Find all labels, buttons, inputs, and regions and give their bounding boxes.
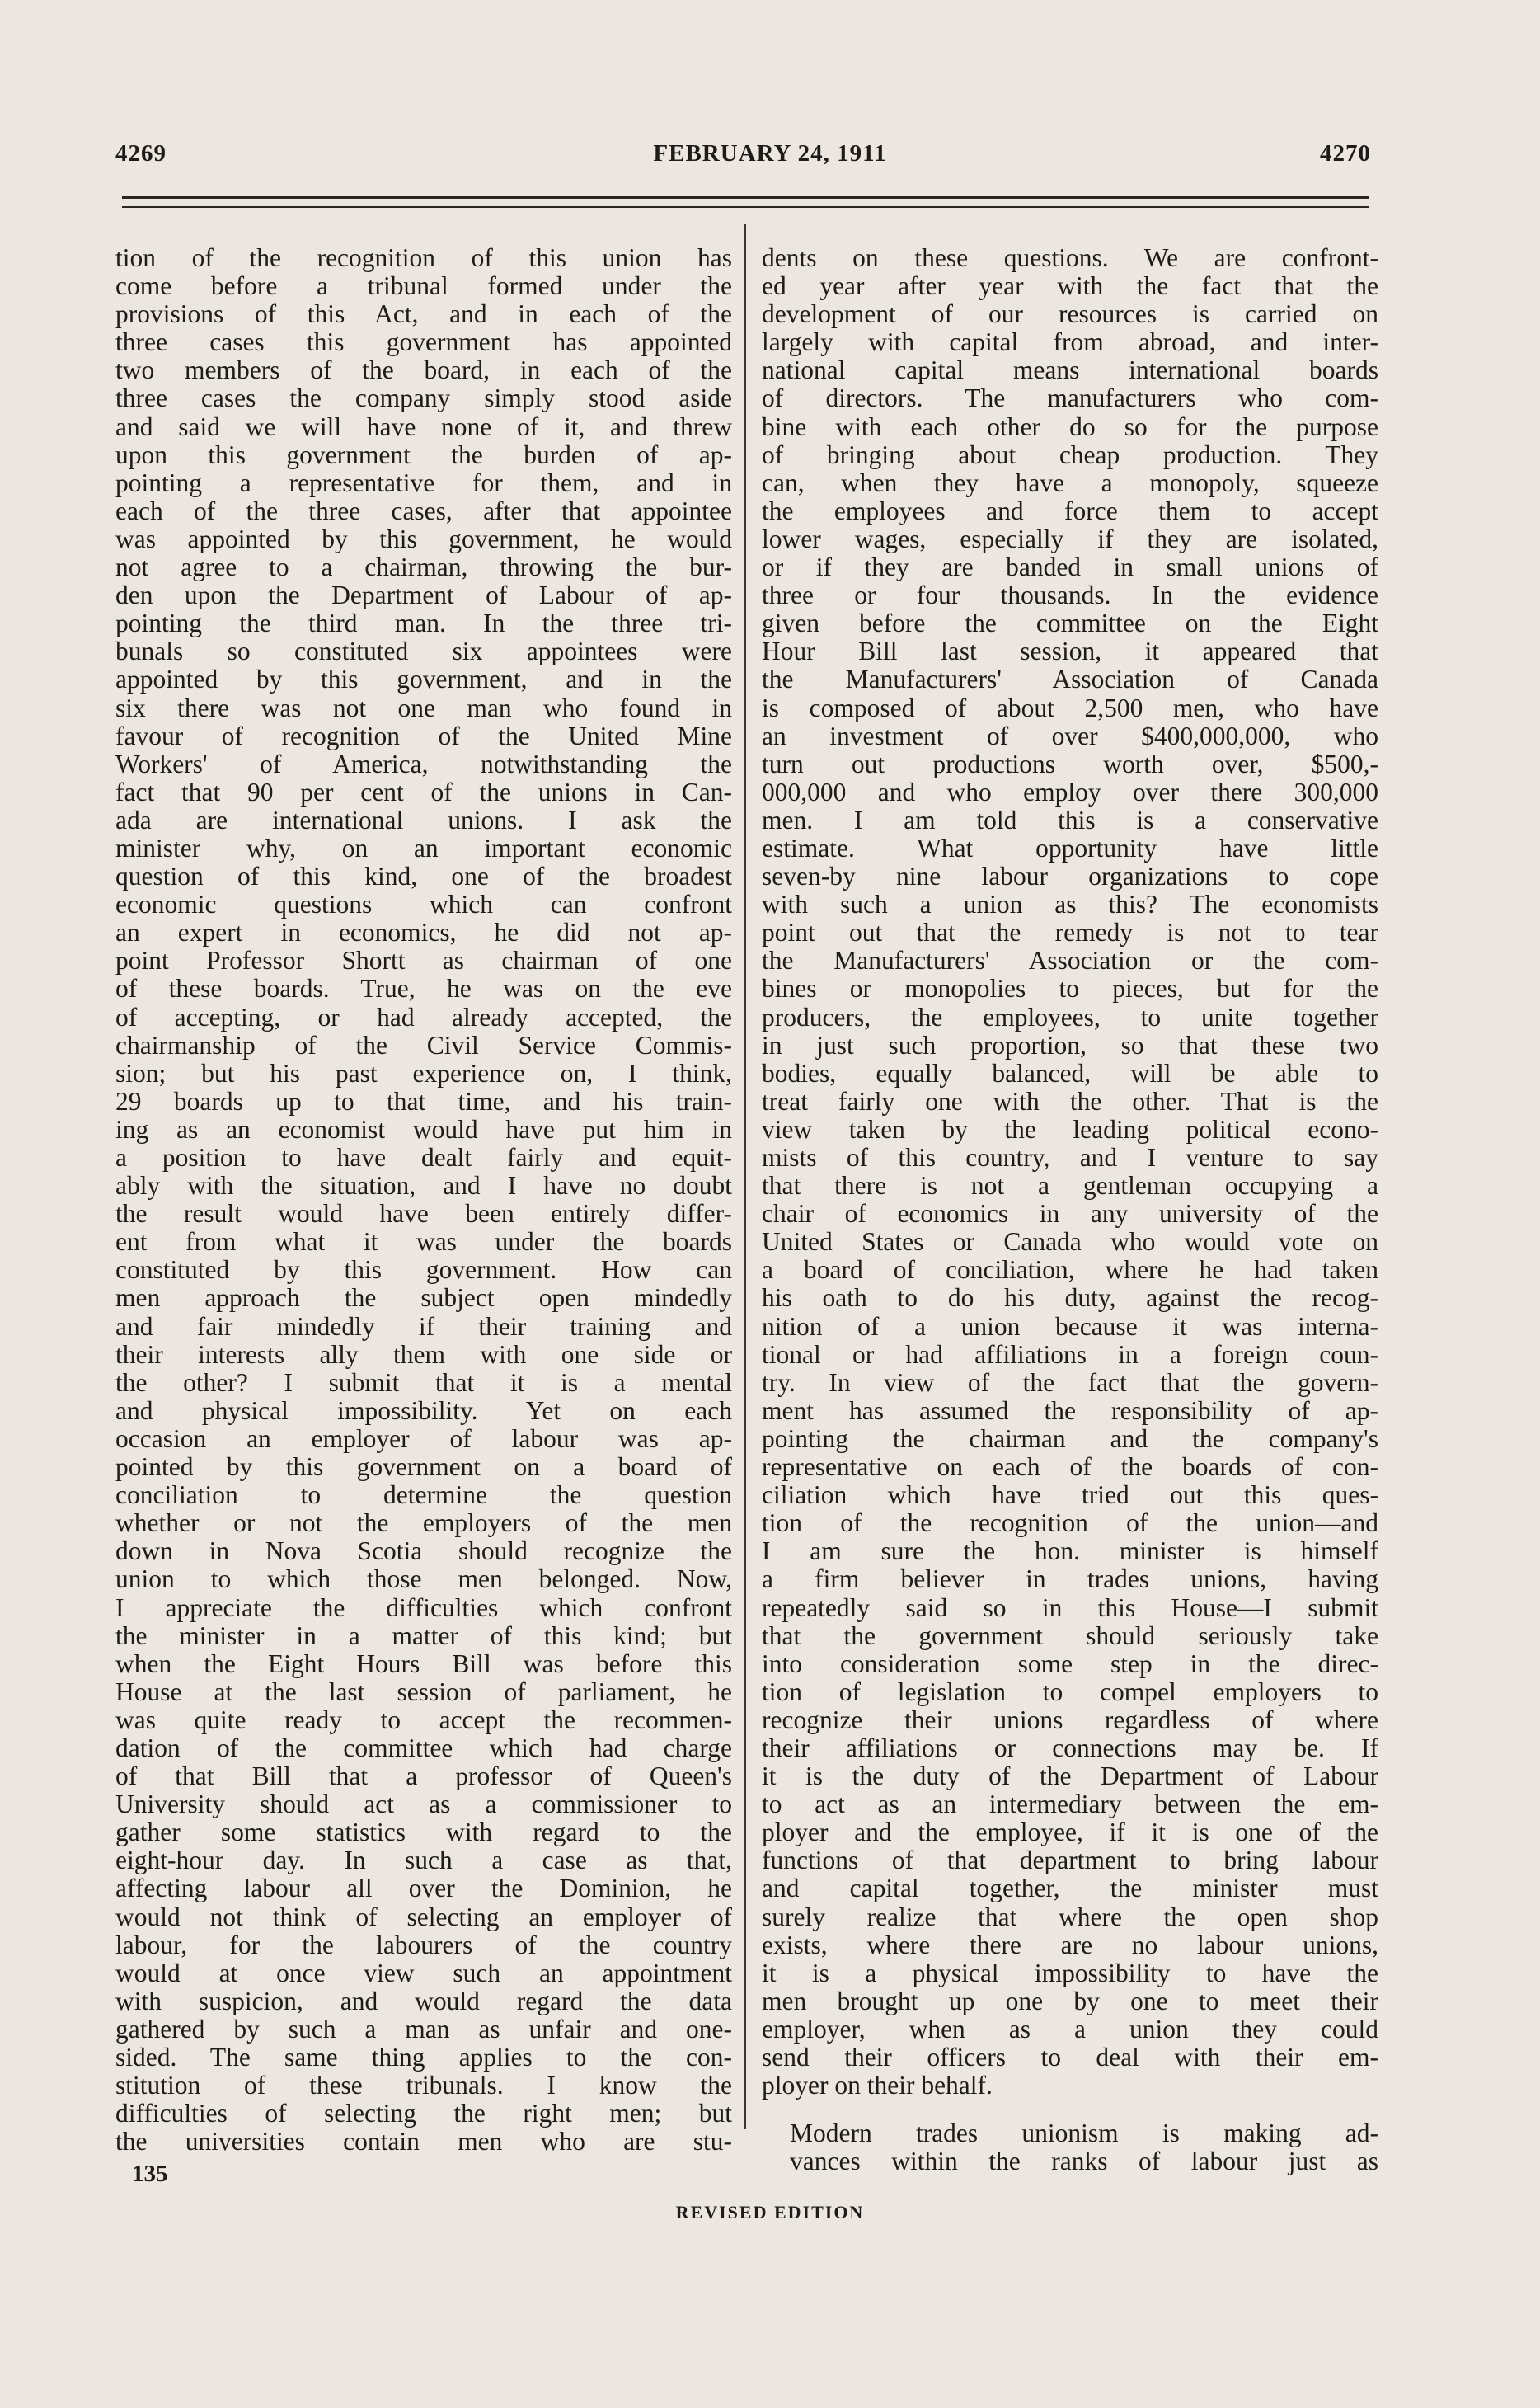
text-line: appointed by this government, and in the	[115, 665, 732, 694]
text-line: tion of the recognition of this union has	[115, 243, 732, 272]
text-line: estimate. What opportunity have little	[762, 833, 1378, 863]
text-line: conciliation to determine the question	[115, 1480, 732, 1510]
text-line: not agree to a chairman, throwing the bur-	[115, 553, 732, 582]
text-line: men. I am told this is a conservative	[762, 805, 1378, 835]
text-line: bodies, equally balanced, will be able to	[762, 1058, 1378, 1088]
text-line: surely realize that where the open shop	[762, 1902, 1378, 1931]
text-line: or if they are banded in small unions of	[762, 553, 1378, 582]
text-line: bunals so constituted six appointees were	[115, 637, 732, 666]
text-line: gather some statistics with regard to the	[115, 1818, 732, 1847]
text-line: tion of the recognition of the union—and	[762, 1508, 1378, 1538]
right-column	[762, 244, 1378, 2175]
text-line: gathered by such a man as unfair and one-	[115, 2014, 732, 2044]
text-line: national capital means international boards	[762, 355, 1378, 385]
text-line: largely with capital from abroad, and inter-	[762, 327, 1378, 357]
text-line: union to which those men belonged. Now,	[115, 1564, 732, 1594]
text-line: can, when they have a monopoly, squeeze	[762, 468, 1378, 497]
text-line: an investment of over $400,000,000, who	[762, 721, 1378, 750]
text-line: Hour Bill last session, it appeared that	[762, 637, 1378, 666]
text-line: vances within the ranks of labour just as	[790, 2147, 1378, 2176]
text-line: ployer on their behalf.	[762, 2071, 993, 2100]
text-line: ed year after year with the fact that the	[762, 271, 1378, 301]
text-line: nition of a union because it was interna-	[762, 1311, 1378, 1341]
text-line: repeatedly said so in this House—I submit	[762, 1592, 1378, 1622]
text-line: ciliation which have tried out this ques-	[762, 1480, 1378, 1510]
text-line: was quite ready to accept the recommen-	[115, 1705, 732, 1734]
text-line: bine with each other do so for the purpose	[762, 412, 1378, 441]
text-line: it is the duty of the Department of Labour	[762, 1761, 1378, 1791]
right-paragraph-2	[762, 2119, 1378, 2175]
text-line: mists of this country, and I venture to say	[762, 1143, 1378, 1172]
text-line: producers, the employees, to unite together	[762, 1002, 1378, 1032]
text-line: the Manufacturers' Association of Canada	[762, 665, 1378, 694]
footer-edition: REVISED EDITION	[675, 2202, 865, 2222]
text-line: of accepting, or had already accepted, the	[115, 1002, 732, 1032]
signature-mark: 135	[132, 2161, 168, 2187]
text-line: a firm believer in trades unions, having	[762, 1564, 1378, 1594]
left-paragraph	[115, 244, 732, 2156]
text-line: Workers' of America, notwithstanding the	[115, 749, 732, 778]
text-line: it is a physical impossibility to have the	[762, 1958, 1378, 1987]
text-line: would at once view such an appointment	[115, 1958, 732, 1987]
text-line: treat fairly one with the other. That is the	[762, 1086, 1378, 1116]
text-line: come before a tribunal formed under the	[115, 271, 732, 301]
text-line: turn out productions worth over, $500,-	[762, 749, 1378, 778]
text-line: point out that the remedy is not to tear	[762, 918, 1378, 948]
text-line: six there was not one man who found in	[115, 693, 732, 722]
text-line: provisions of this Act, and in each of the	[115, 299, 732, 329]
text-line: ent from what it was under the boards	[115, 1227, 732, 1257]
text-line: stitution of these tribunals. I know the	[115, 2071, 732, 2100]
text-line: view taken by the leading political econo-	[762, 1114, 1378, 1144]
text-line: pointing a representative for them, and in	[115, 468, 732, 497]
text-line: each of the three cases, after that appointee	[115, 496, 732, 525]
text-line: when the Eight Hours Bill was before this	[115, 1648, 732, 1678]
text-line: fact that 90 per cent of the unions in Can-	[115, 777, 732, 807]
text-line: an expert in economics, he did not ap-	[115, 918, 732, 948]
text-line: with such a union as this? The economists	[762, 890, 1378, 919]
text-line: ing as an economist would have put him in	[115, 1114, 732, 1144]
text-line: constituted by this government. How can	[115, 1255, 732, 1285]
text-line: pointed by this government on a board of	[115, 1452, 732, 1482]
text-line: given before the committee on the Eight	[762, 609, 1378, 638]
text-line: lower wages, especially if they are isolated,	[762, 524, 1378, 553]
text-line: whether or not the employers of the men	[115, 1508, 732, 1538]
text-line: and capital together, the minister must	[762, 1874, 1378, 1903]
text-line: of directors. The manufacturers who com-	[762, 383, 1378, 413]
text-line: pointing the third man. In the three tri-	[115, 609, 732, 638]
page-number-left: 4269	[115, 140, 167, 167]
left-column	[115, 244, 732, 2156]
text-line: dation of the committee which had charge	[115, 1733, 732, 1762]
text-line: tion of legislation to compel employers to	[762, 1677, 1378, 1706]
text-line: 000,000 and who employ over there 300,000	[762, 777, 1378, 807]
text-line: a position to have dealt fairly and equit-	[115, 1143, 732, 1172]
text-line: three cases the company simply stood aside	[115, 383, 732, 413]
header-rule-thin	[122, 206, 1369, 208]
text-line: two members of the board, in each of the	[115, 355, 732, 385]
text-line: ment has assumed the responsibility of ap-	[762, 1395, 1378, 1425]
text-line: the other? I submit that it is a mental	[115, 1367, 732, 1397]
text-line: three cases this government has appointed	[115, 327, 732, 357]
text-line: is composed of about 2,500 men, who have	[762, 693, 1378, 722]
text-line: that there is not a gentleman occupying a	[762, 1171, 1378, 1201]
text-line: that the government should seriously take	[762, 1620, 1378, 1650]
text-line: development of our resources is carried on	[762, 299, 1378, 329]
text-line: to act as an intermediary between the em-	[762, 1790, 1378, 1819]
header-rule-thick	[122, 196, 1369, 199]
text-line: ployer and the employee, if it is one of the	[762, 1818, 1378, 1847]
text-line: United States or Canada who would vote on	[762, 1227, 1378, 1257]
text-line: a board of conciliation, where he had taken	[762, 1255, 1378, 1285]
text-line: ada are international unions. I ask the	[115, 805, 732, 835]
text-line: occasion an employer of labour was ap-	[115, 1423, 732, 1453]
text-line: would not think of selecting an employer of	[115, 1902, 732, 1931]
text-line: pointing the chairman and the company's	[762, 1423, 1378, 1453]
text-line: and fair mindedly if their training and	[115, 1311, 732, 1341]
text-line: men approach the subject open mindedly	[115, 1283, 732, 1313]
text-line: House at the last session of parliament, he	[115, 1677, 732, 1706]
text-line: was appointed by this government, he would	[115, 524, 732, 553]
text-line: the Manufacturers' Association or the com-	[762, 946, 1378, 976]
text-line: in just such proportion, so that these two	[762, 1030, 1378, 1060]
text-line: labour, for the labourers of the country	[115, 1930, 732, 1959]
text-line: the universities contain men who are stu-	[115, 2127, 732, 2156]
text-line: tional or had affiliations in a foreign coun-	[762, 1339, 1378, 1369]
text-line: exists, where there are no labour unions,	[762, 1930, 1378, 1959]
text-line: the result would have been entirely differ-	[115, 1199, 732, 1229]
text-line: and physical impossibility. Yet on each	[115, 1395, 732, 1425]
text-line: upon this government the burden of ap-	[115, 440, 732, 469]
text-line: Modern trades unionism is making ad-	[790, 2119, 1378, 2148]
text-line: difficulties of selecting the right men; but	[115, 2099, 732, 2128]
text-line: his oath to do his duty, against the recog-	[762, 1283, 1378, 1313]
text-line: sion; but his past experience on, I think,	[115, 1058, 732, 1088]
text-line: their interests ally them with one side or	[115, 1339, 732, 1369]
text-line: employer, when as a union they could	[762, 2014, 1378, 2044]
text-line: down in Nova Scotia should recognize the	[115, 1536, 732, 1566]
text-line: the minister in a matter of this kind; but	[115, 1620, 732, 1650]
text-line: sided. The same thing applies to the con-	[115, 2043, 732, 2072]
text-line: into consideration some step in the direc-	[762, 1648, 1378, 1678]
page-date-header: FEBRUARY 24, 1911	[653, 140, 887, 167]
text-line: bines or monopolies to pieces, but for the	[762, 974, 1378, 1004]
text-line: recognize their unions regardless of where	[762, 1705, 1378, 1734]
text-line: chairmanship of the Civil Service Commis-	[115, 1030, 732, 1060]
text-line: point Professor Shortt as chairman of one	[115, 946, 732, 976]
text-line: their affiliations or connections may be. If	[762, 1733, 1378, 1762]
page-number-right: 4270	[1320, 140, 1371, 167]
text-line: representative on each of the boards of con-	[762, 1452, 1378, 1482]
text-line: three or four thousands. In the evidence	[762, 581, 1378, 610]
text-line: affecting labour all over the Dominion, he	[115, 1874, 732, 1903]
text-line: men brought up one by one to meet their	[762, 1986, 1378, 2015]
text-line: 29 boards up to that time, and his train-	[115, 1086, 732, 1116]
text-line: I am sure the hon. minister is himself	[762, 1536, 1378, 1566]
text-line: of bringing about cheap production. They	[762, 440, 1378, 469]
text-line: of these boards. True, he was on the eve	[115, 974, 732, 1004]
text-line: University should act as a commissioner to	[115, 1790, 732, 1819]
right-paragraph	[762, 244, 1378, 2100]
text-line: chair of economics in any university of the	[762, 1199, 1378, 1229]
text-line: question of this kind, one of the broadest	[115, 862, 732, 891]
text-line: try. In view of the fact that the govern-	[762, 1367, 1378, 1397]
text-line: dents on these questions. We are confront-	[762, 243, 1378, 272]
text-line: of that Bill that a professor of Queen's	[115, 1761, 732, 1791]
text-line: eight-hour day. In such a case as that,	[115, 1846, 732, 1875]
text-line: den upon the Department of Labour of ap-	[115, 581, 732, 610]
column-divider	[744, 224, 746, 2129]
text-line: economic questions which can confront	[115, 890, 732, 919]
text-line: with suspicion, and would regard the data	[115, 1986, 732, 2015]
text-line: ably with the situation, and I have no doubt	[115, 1171, 732, 1201]
text-line: seven-by nine labour organizations to cope	[762, 862, 1378, 891]
text-line: functions of that department to bring labour	[762, 1846, 1378, 1875]
text-line: I appreciate the difficulties which confront	[115, 1592, 732, 1622]
text-line: minister why, on an important economic	[115, 833, 732, 863]
text-line: send their officers to deal with their em-	[762, 2043, 1378, 2072]
text-line: the employees and force them to accept	[762, 496, 1378, 525]
text-line: favour of recognition of the United Mine	[115, 721, 732, 750]
text-line: and said we will have none of it, and threw	[115, 412, 732, 441]
